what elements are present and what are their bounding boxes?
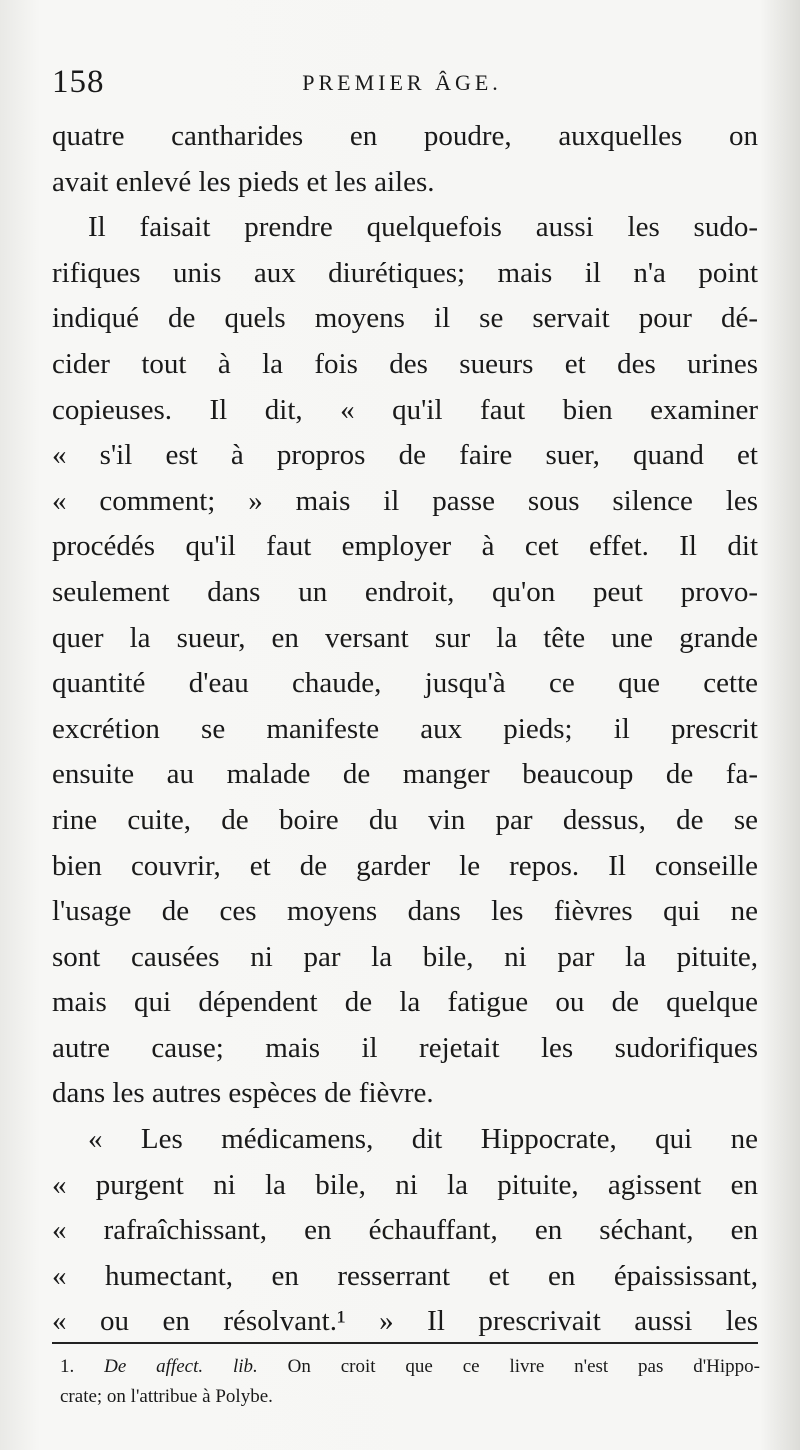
text-line: copieuses. Il dit, « qu'il faut bien examiner bbox=[52, 393, 758, 426]
text-line: « comment; » mais il passe sous silence les bbox=[52, 484, 758, 517]
text-line: seulement dans un endroit, qu'on peut provo- bbox=[52, 575, 758, 608]
text-line: ensuite au malade de manger beaucoup de fa- bbox=[52, 758, 758, 791]
text-line: cider tout à la fois des sueurs et des urines bbox=[52, 347, 758, 380]
text-line: « purgent ni la bile, ni la pituite, agissent en bbox=[52, 1168, 758, 1201]
page-number: 158 bbox=[52, 64, 105, 100]
footnote-text: On croit que ce livre n'est pas d'Hippo- bbox=[287, 1356, 761, 1377]
running-title: PREMIER ÂGE. bbox=[302, 70, 502, 95]
text-line: mais qui dépendent de la fatigue ou de quelque bbox=[52, 986, 758, 1019]
text-line: « Les médicamens, dit Hippocrate, qui ne bbox=[88, 1123, 758, 1156]
footnote-rule bbox=[52, 1342, 758, 1344]
footnote-work-title: De affect. lib. bbox=[104, 1356, 258, 1377]
text-line: rine cuite, de boire du vin par dessus, de se bbox=[52, 803, 758, 836]
text-line: quer la sueur, en versant sur la tête une grande bbox=[52, 621, 758, 654]
text-line: quantité d'eau chaude, jusqu'à ce que cette bbox=[52, 667, 758, 700]
text-line: procédés qu'il faut employer à cet effet. Il dit bbox=[52, 530, 758, 563]
text-line: rifiques unis aux diurétiques; mais il n'a point bbox=[52, 256, 758, 289]
running-head bbox=[52, 62, 752, 102]
text-line: sont causées ni par la bile, ni par la pituite, bbox=[52, 940, 758, 973]
text-line: « humectant, en resserrant et en épaississant, bbox=[52, 1259, 758, 1292]
footnote-line: crate; on l'attribue à Polybe. bbox=[60, 1386, 273, 1407]
text-line: l'usage de ces moyens dans les fièvres qui ne bbox=[52, 895, 758, 928]
text-line: « rafraîchissant, en échauffant, en séchant, en bbox=[52, 1214, 758, 1247]
text-line: « ou en résolvant.¹ » Il prescrivait aussi les bbox=[52, 1305, 758, 1338]
text-line: excrétion se manifeste aux pieds; il prescrit bbox=[52, 712, 758, 745]
text-line: « s'il est à propros de faire suer, quand et bbox=[52, 439, 758, 472]
text-line: quatre cantharides en poudre, auxquelles on bbox=[52, 120, 758, 152]
text-line: avait enlevé les pieds et les ailes. bbox=[52, 165, 435, 198]
text-line: autre cause; mais il rejetait les sudorifiques bbox=[52, 1031, 758, 1064]
text-line: indiqué de quels moyens il se servait pour dé- bbox=[52, 302, 758, 335]
text-line: Il faisait prendre quelquefois aussi les sudo- bbox=[88, 211, 758, 244]
text-line: bien couvrir, et de garder le repos. Il conseille bbox=[52, 849, 758, 882]
footnote bbox=[60, 1352, 760, 1412]
text-line: dans les autres espèces de fièvre. bbox=[52, 1077, 434, 1110]
footnote-marker: 1. bbox=[60, 1356, 75, 1377]
body-text bbox=[52, 114, 758, 1345]
footnote-line bbox=[60, 1352, 760, 1382]
